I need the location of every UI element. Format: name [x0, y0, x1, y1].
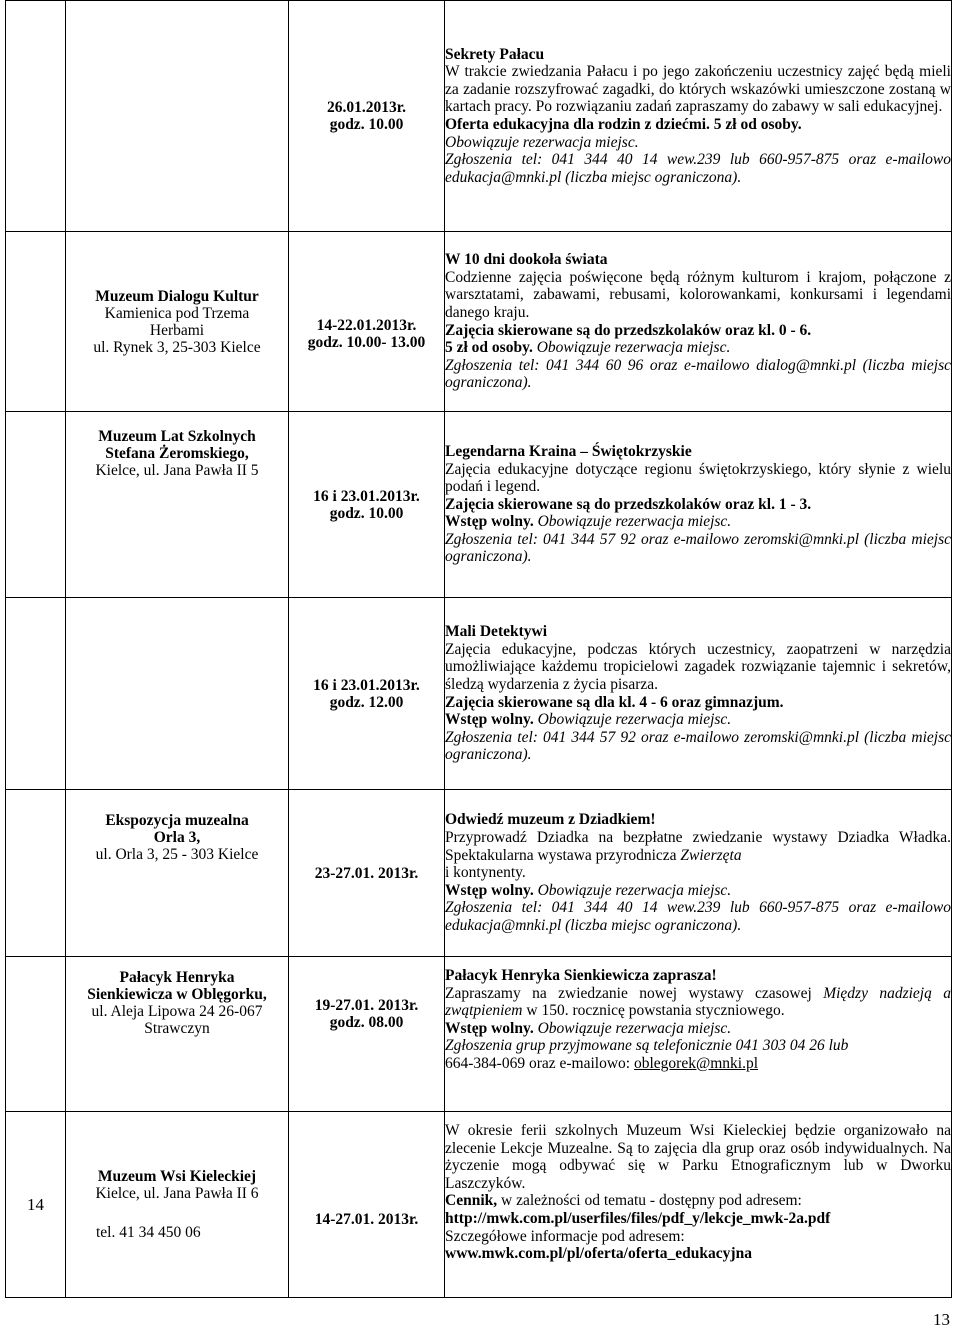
date-cell [289, 790, 445, 957]
event-price: Wstęp wolny. [445, 711, 534, 729]
date-line: 26.01.2013r. [326, 99, 407, 116]
event-audience: Zajęcia skierowane są dla kl. 4 - 6 oraz gimnazjum. [445, 693, 784, 711]
exhibition-title: Między nadzieją a zwątpieniem [445, 984, 951, 1020]
venue-phone: tel. 41 34 450 06 [96, 1224, 201, 1241]
description-cell [445, 598, 952, 790]
event-audience: Zajęcia skierowane są do przedszkolaków oraz kl. 0 - 6. [445, 321, 812, 339]
table-row [6, 790, 952, 957]
contact-info: Zgłoszenia tel: 041 344 57 92 oraz e-mailowo zeromski@mnki.pl (liczba miejsc ograniczona). [445, 728, 951, 764]
table-row [6, 957, 952, 1112]
date-cell [289, 598, 445, 790]
date-line: 19-27.01. 2013r. [314, 997, 419, 1014]
time-line: godz. 12.00 [329, 693, 404, 711]
event-audience: Oferta edukacyjna dla rodzin z dziećmi. 5 zł od osoby. [445, 116, 802, 133]
description-cell [445, 957, 952, 1112]
page-number: 13 [933, 1310, 950, 1329]
venue-cell [66, 957, 289, 1112]
venue-line: Herbami [149, 321, 205, 339]
time-line: godz. 10.00 [329, 116, 404, 133]
venue-cell [66, 598, 289, 790]
row-number: 14 [6, 1112, 66, 1298]
contact-info: Zgłoszenia tel: 041 344 57 92 oraz e-mailowo zeromski@mnki.pl (liczba miejsc ograniczona). [445, 530, 951, 566]
venue-address: ul. Rynek 3, 25-303 Kielce [93, 338, 261, 356]
date-cell [289, 1, 445, 232]
event-title: Odwiedź muzeum z Dziadkiem! [445, 811, 656, 829]
venue-address: ul. Orla 3, 25 - 303 Kielce [95, 846, 259, 863]
description-cell [445, 1112, 952, 1298]
row-number [6, 790, 66, 957]
venue-cell [66, 1, 289, 232]
description-cell [445, 790, 952, 957]
event-price: Wstęp wolny. [445, 513, 534, 531]
event-text: Przyprowadź Dziadka na bezpłatne zwiedzanie wystawy Dziadka Władka. Spektakularna wystawa przyrodnicza [445, 829, 951, 864]
reservation-note: Obowiązuje rezerwacja miejsc. [537, 711, 732, 729]
reservation-note: Obowiązuje rezerwacja miejsc. [537, 1019, 732, 1037]
row-number [6, 598, 66, 790]
price-label: Cennik, [445, 1192, 498, 1210]
date-line: 16 i 23.01.2013r. [313, 487, 420, 505]
event-text: Zajęcia edukacyjne, podczas których uczestnicy, zaopatrzeni w narzędzia umożliwiające każdemu tropicielowi zagadek rozwiązanie tajemnic i sekretów, śledzą wydarzenia z życia pisarza. [445, 640, 951, 693]
venue-cell [66, 1112, 289, 1298]
date-line: 23-27.01. 2013r. [314, 864, 419, 882]
table-row [6, 1, 952, 232]
table-row [6, 1112, 952, 1298]
price-text: w zależności od tematu - dostępny pod adresem: [501, 1192, 802, 1210]
venue-line: Stefana Żeromskiego, [105, 445, 249, 462]
contact-info: Zgłoszenia tel: 041 344 40 14 wew.239 lub 660-957-875 oraz e-mailowo edukacja@mnki.pl (liczba miejsc ograniczona). [445, 899, 951, 934]
contact-info: Zgłoszenia tel: 041 344 60 96 oraz e-mailowo dialog@mnki.pl (liczba miejsc ograniczona). [445, 356, 951, 392]
event-title: Pałacyk Henryka Sienkiewicza zaprasza! [445, 967, 717, 984]
contact-info: Zgłoszenia grup przyjmowane są telefonicznie 041 303 04 26 lub [445, 1037, 849, 1055]
date-line: 16 i 23.01.2013r. [313, 676, 420, 694]
event-price: Wstęp wolny. [445, 1019, 534, 1037]
info-text: Szczegółowe informacje pod adresem: [445, 1227, 685, 1245]
venue-line: Orla 3, [153, 829, 201, 846]
date-line: 14-27.01. 2013r. [314, 1211, 419, 1228]
venue-line: Strawczyn [144, 1020, 210, 1037]
event-text: Zajęcia edukacyjne dotyczące regionu świętokrzyskiego, który słynie z wielu podań i legend. [445, 460, 951, 496]
time-line: godz. 08.00 [329, 1014, 404, 1031]
table-row [6, 232, 952, 412]
event-audience: Zajęcia skierowane są do przedszkolaków oraz kl. 1 - 3. [445, 495, 812, 513]
event-price: 5 zł od osoby. [445, 339, 533, 357]
venue-address: ul. Aleja Lipowa 24 26-067 [91, 1003, 263, 1020]
event-title: Sekrety Pałacu [445, 45, 545, 63]
reservation-note: Obowiązuje rezerwacja miejsc. [445, 133, 639, 151]
venue-cell [66, 412, 289, 598]
offer-url[interactable]: www.mwk.com.pl/pl/oferta/oferta_edukacyjna [445, 1245, 752, 1263]
reservation-note: Obowiązuje rezerwacja miejsc. [537, 513, 732, 531]
venue-name: Muzeum Dialogu Kultur [95, 287, 259, 305]
date-line: 14-22.01.2013r. [316, 317, 417, 334]
date-cell [289, 232, 445, 412]
row-number [6, 1, 66, 232]
event-text: Codzienne zajęcia poświęcone będą różnym kulturom i krajom, połączone z warsztatami, zabawami, rebusami, kolorowankami, konkursami i legendami danego kraju. [445, 268, 951, 321]
email-link[interactable]: oblegorek@mnki.pl [633, 1054, 759, 1072]
contact-info: Zgłoszenia tel: 041 344 40 14 wew.239 lub 660-957-875 oraz e-mailowo edukacja@mnki.pl (liczba miejsc ograniczona). [445, 151, 951, 186]
time-line: godz. 10.00 [329, 504, 404, 522]
event-title: Mali Detektywi [445, 623, 548, 641]
row-number [6, 232, 66, 412]
venue-cell [66, 790, 289, 957]
row-number [6, 957, 66, 1112]
event-text: W trakcie zwiedzania Pałacu i po jego zakończeniu uczestnicy zajęć będą mieli za zadanie rozszyfrować zagadki, do których wskazówki umieszczone zostaną w kartach pracy. Po rozwiązaniu zadań zapraszamy do zabawy w sali edukacyjnej. [445, 63, 951, 116]
table-row [6, 598, 952, 790]
venue-name: Muzeum Wsi Kieleckiej [97, 1168, 257, 1185]
venue-address: Kielce, ul. Jana Pawła II 6 [95, 1185, 259, 1202]
reservation-note: Obowiązuje rezerwacja miejsc. [537, 881, 732, 899]
contact-info: 664-384-069 oraz e-mailowo: [445, 1054, 631, 1072]
venue-address: Kielce, ul. Jana Pawła II 5 [95, 462, 259, 479]
venue-name: Muzeum Lat Szkolnych [98, 428, 256, 445]
reservation-note: Obowiązuje rezerwacja miejsc. [536, 339, 731, 357]
event-title: W 10 dni dookoła świata [445, 251, 608, 269]
venue-name: Ekspozycja muzealna [105, 812, 249, 829]
date-cell [289, 1112, 445, 1298]
pricing-url[interactable]: http://mwk.com.pl/userfiles/files/pdf_y/lekcje_mwk-2a.pdf [445, 1209, 831, 1227]
event-text: Zapraszamy na zwiedzanie nowej wystawy czasowej [445, 984, 812, 1002]
time-line: godz. 10.00- 13.00 [307, 334, 426, 351]
table-row [6, 412, 952, 598]
description-cell [445, 1, 952, 232]
event-text: i kontynenty. [445, 864, 526, 882]
venue-cell [66, 232, 289, 412]
schedule-table [5, 0, 952, 1298]
date-cell [289, 412, 445, 598]
exhibition-title: Zwierzęta [680, 846, 742, 864]
event-title: Legendarna Kraina – Świętokrzyskie [445, 442, 692, 460]
row-number [6, 412, 66, 598]
event-text: W okresie ferii szkolnych Muzeum Wsi Kieleckiej będzie organizowało na zlecenie Lekcje Muzealne. Są to zajęcia dla grup oraz osób indywidualnych. Na życzenie mogą odbywać się w Parku Etnograficznym lub w Dworku Laszczyków. [445, 1122, 951, 1192]
date-cell [289, 957, 445, 1112]
event-text: w 150. rocznicę powstania styczniowego. [526, 1002, 785, 1020]
event-price: Wstęp wolny. [445, 881, 534, 899]
description-cell [445, 232, 952, 412]
venue-line: Kamienica pod Trzema [104, 304, 250, 322]
venue-line: Sienkiewicza w Oblęgorku, [87, 986, 267, 1003]
description-cell [445, 412, 952, 598]
venue-name: Pałacyk Henryka [119, 969, 235, 986]
